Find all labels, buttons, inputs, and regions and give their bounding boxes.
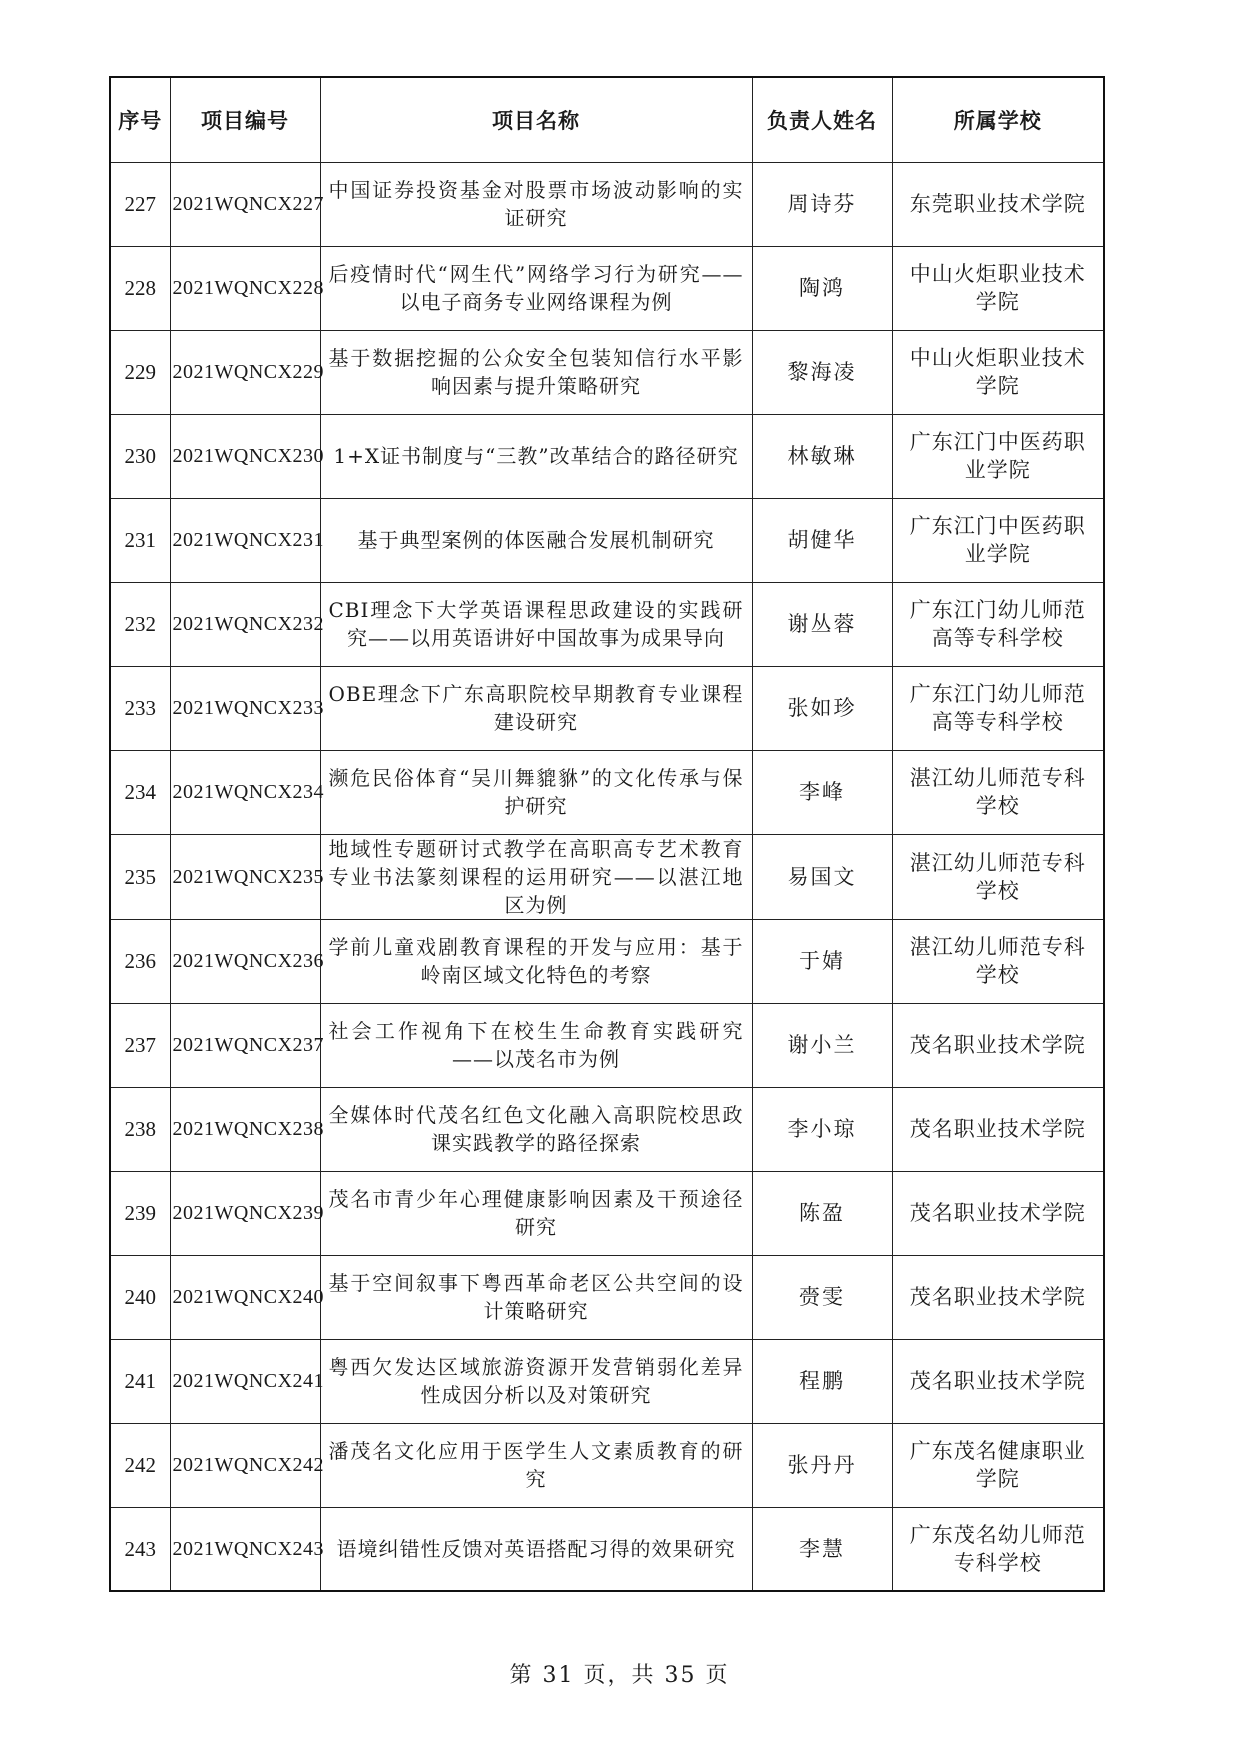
cell-title: 学前儿童戏剧教育课程的开发与应用：基于岭南区域文化特色的考察: [320, 919, 752, 1003]
table-row: [110, 666, 1104, 750]
cell-title: CBI理念下大学英语课程思政建设的实践研究——以用英语讲好中国故事为成果导向: [320, 582, 752, 666]
cell-seq: 243: [110, 1507, 170, 1591]
cell-school: 湛江幼儿师范专科学校: [892, 834, 1104, 919]
cell-seq: 229: [110, 330, 170, 414]
cell-seq: 240: [110, 1255, 170, 1339]
cell-seq: 239: [110, 1171, 170, 1255]
cell-code: 2021WQNCX227: [170, 162, 320, 246]
cell-school: 茂名职业技术学院: [892, 1003, 1104, 1087]
cell-school: 茂名职业技术学院: [892, 1255, 1104, 1339]
table-header-row: [110, 77, 1104, 162]
cell-leader: 黎海凌: [752, 330, 892, 414]
cell-leader: 陈盈: [752, 1171, 892, 1255]
cell-seq: 242: [110, 1423, 170, 1507]
cell-code: 2021WQNCX235: [170, 834, 320, 919]
cell-title: 后疫情时代“网生代”网络学习行为研究——以电子商务专业网络课程为例: [320, 246, 752, 330]
cell-code: 2021WQNCX240: [170, 1255, 320, 1339]
cell-school: 茂名职业技术学院: [892, 1171, 1104, 1255]
cell-leader: 李小琼: [752, 1087, 892, 1171]
table-row: [110, 1003, 1104, 1087]
cell-leader: 张丹丹: [752, 1423, 892, 1507]
table-row: [110, 1087, 1104, 1171]
table-row: [110, 498, 1104, 582]
cell-school: 广东茂名幼儿师范专科学校: [892, 1507, 1104, 1591]
cell-code: 2021WQNCX241: [170, 1339, 320, 1423]
cell-title: 基于典型案例的体医融合发展机制研究: [320, 498, 752, 582]
cell-title: 全媒体时代茂名红色文化融入高职院校思政课实践教学的路径探索: [320, 1087, 752, 1171]
cell-code: 2021WQNCX230: [170, 414, 320, 498]
cell-title: 1+X证书制度与“三教”改革结合的路径研究: [320, 414, 752, 498]
cell-title: 语境纠错性反馈对英语搭配习得的效果研究: [320, 1507, 752, 1591]
table-body: [110, 162, 1104, 1591]
project-table-container: [109, 76, 1103, 1592]
page-number: 第 31 页，共 35 页: [509, 1663, 730, 1688]
cell-school: 茂名职业技术学院: [892, 1339, 1104, 1423]
header-school: 所属学校: [892, 77, 1104, 162]
cell-school: 湛江幼儿师范专科学校: [892, 919, 1104, 1003]
table-row: [110, 1255, 1104, 1339]
cell-leader: 于婧: [752, 919, 892, 1003]
cell-code: 2021WQNCX239: [170, 1171, 320, 1255]
cell-code: 2021WQNCX231: [170, 498, 320, 582]
cell-code: 2021WQNCX229: [170, 330, 320, 414]
cell-leader: 张如珍: [752, 666, 892, 750]
header-seq: 序号: [110, 77, 170, 162]
table-row: [110, 919, 1104, 1003]
header-title: 项目名称: [320, 77, 752, 162]
cell-title: 基于数据挖掘的公众安全包装知信行水平影响因素与提升策略研究: [320, 330, 752, 414]
cell-code: 2021WQNCX236: [170, 919, 320, 1003]
table-row: [110, 1171, 1104, 1255]
project-table: [109, 76, 1105, 1592]
cell-school: 中山火炬职业技术学院: [892, 246, 1104, 330]
header-leader: 负责人姓名: [752, 77, 892, 162]
cell-title: 粤西欠发达区域旅游资源开发营销弱化差异性成因分析以及对策研究: [320, 1339, 752, 1423]
cell-school: 广东江门中医药职业学院: [892, 498, 1104, 582]
cell-seq: 233: [110, 666, 170, 750]
header-code: 项目编号: [170, 77, 320, 162]
table-row: [110, 162, 1104, 246]
cell-code: 2021WQNCX232: [170, 582, 320, 666]
cell-code: 2021WQNCX228: [170, 246, 320, 330]
table-row: [110, 582, 1104, 666]
table-row: [110, 246, 1104, 330]
cell-title: 茂名市青少年心理健康影响因素及干预途径研究: [320, 1171, 752, 1255]
cell-seq: 227: [110, 162, 170, 246]
cell-title: 地域性专题研讨式教学在高职高专艺术教育专业书法篆刻课程的运用研究——以湛江地区为例: [320, 834, 752, 919]
cell-leader: 林敏琳: [752, 414, 892, 498]
cell-code: 2021WQNCX233: [170, 666, 320, 750]
cell-title: 社会工作视角下在校生生命教育实践研究——以茂名市为例: [320, 1003, 752, 1087]
cell-seq: 241: [110, 1339, 170, 1423]
cell-school: 东莞职业技术学院: [892, 162, 1104, 246]
table-row: [110, 1339, 1104, 1423]
cell-code: 2021WQNCX234: [170, 750, 320, 834]
cell-school: 湛江幼儿师范专科学校: [892, 750, 1104, 834]
cell-code: 2021WQNCX242: [170, 1423, 320, 1507]
table-row: [110, 834, 1104, 919]
cell-code: 2021WQNCX243: [170, 1507, 320, 1591]
cell-seq: 236: [110, 919, 170, 1003]
table-row: [110, 1423, 1104, 1507]
cell-code: 2021WQNCX238: [170, 1087, 320, 1171]
cell-school: 广东江门幼儿师范高等专科学校: [892, 582, 1104, 666]
cell-leader: 周诗芬: [752, 162, 892, 246]
cell-school: 广东江门中医药职业学院: [892, 414, 1104, 498]
table-row: [110, 750, 1104, 834]
cell-school: 广东江门幼儿师范高等专科学校: [892, 666, 1104, 750]
cell-seq: 230: [110, 414, 170, 498]
cell-seq: 234: [110, 750, 170, 834]
cell-leader: 程鹏: [752, 1339, 892, 1423]
cell-title: 潘茂名文化应用于医学生人文素质教育的研究: [320, 1423, 752, 1507]
table-row: [110, 1507, 1104, 1591]
cell-leader: 谢丛蓉: [752, 582, 892, 666]
cell-school: 广东茂名健康职业学院: [892, 1423, 1104, 1507]
cell-title: 中国证券投资基金对股票市场波动影响的实证研究: [320, 162, 752, 246]
cell-school: 茂名职业技术学院: [892, 1087, 1104, 1171]
cell-school: 中山火炬职业技术学院: [892, 330, 1104, 414]
cell-seq: 235: [110, 834, 170, 919]
cell-seq: 232: [110, 582, 170, 666]
cell-seq: 228: [110, 246, 170, 330]
cell-seq: 237: [110, 1003, 170, 1087]
table-row: [110, 414, 1104, 498]
cell-leader: 陶鸿: [752, 246, 892, 330]
cell-leader: 胡健华: [752, 498, 892, 582]
cell-seq: 238: [110, 1087, 170, 1171]
cell-title: 基于空间叙事下粤西革命老区公共空间的设计策略研究: [320, 1255, 752, 1339]
cell-title: 濒危民俗体育“吴川舞貔貅”的文化传承与保护研究: [320, 750, 752, 834]
cell-seq: 231: [110, 498, 170, 582]
cell-leader: 李峰: [752, 750, 892, 834]
table-row: [110, 330, 1104, 414]
cell-title: OBE理念下广东高职院校早期教育专业课程建设研究: [320, 666, 752, 750]
cell-leader: 赍雯: [752, 1255, 892, 1339]
cell-leader: 李慧: [752, 1507, 892, 1591]
cell-leader: 易国文: [752, 834, 892, 919]
cell-code: 2021WQNCX237: [170, 1003, 320, 1087]
cell-leader: 谢小兰: [752, 1003, 892, 1087]
